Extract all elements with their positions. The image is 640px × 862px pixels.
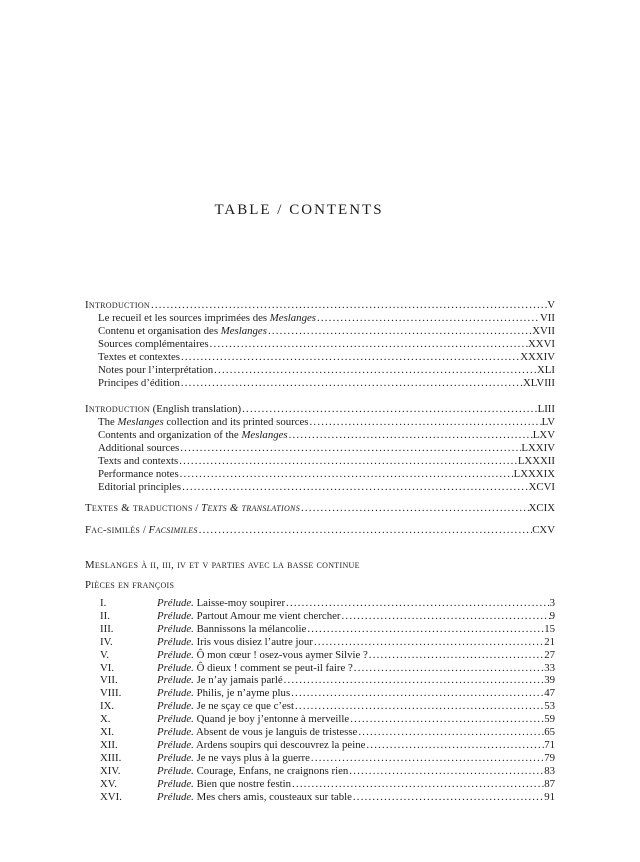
dot-leader <box>180 377 523 390</box>
dot-leader <box>213 364 537 377</box>
entry-label: Meslanges à ii, iii, iv et v parties avec la basse continue <box>85 559 360 571</box>
page-number: LXXIV <box>521 442 555 454</box>
toc-entry <box>85 524 555 537</box>
entry-label: Texts and contexts <box>98 455 179 467</box>
toc-entry <box>85 468 555 481</box>
dot-leader <box>291 778 544 791</box>
piece-number: III. <box>100 622 114 635</box>
page-number: 39 <box>544 674 555 687</box>
toc-entry <box>85 481 555 494</box>
page-number: 59 <box>544 713 555 726</box>
toc-entry <box>85 312 555 325</box>
entry-label: Prélude. Je ne sçay ce que c’est <box>157 700 295 713</box>
toc-piece-row <box>85 636 555 649</box>
dot-leader <box>310 752 544 765</box>
entry-label: The Meslanges collection and its printed sources <box>98 416 309 428</box>
toc-entry <box>85 403 555 416</box>
dot-leader <box>316 312 540 325</box>
toc-entry <box>85 455 555 468</box>
page-number: 91 <box>544 790 555 803</box>
page-number: 47 <box>544 687 555 700</box>
dot-leader <box>241 403 537 416</box>
toc-piece-row <box>85 713 555 726</box>
dot-leader <box>294 700 544 713</box>
page-number: LIII <box>537 403 555 415</box>
dot-leader <box>283 674 545 687</box>
page-number: 15 <box>544 622 555 635</box>
toc-section <box>85 597 555 804</box>
toc-entry <box>85 502 555 515</box>
dot-leader <box>179 442 521 455</box>
toc-entry <box>85 429 555 442</box>
entry-label: Prélude. Quand je boy j’entonne à merveille <box>157 713 350 726</box>
piece-number: XIII. <box>100 751 122 764</box>
entry-label: Performance notes <box>98 468 179 480</box>
piece-number: X. <box>100 713 111 726</box>
entry-label: Prélude. Bien que nostre festin <box>157 777 292 790</box>
page-number: 21 <box>544 635 555 648</box>
page-number: 87 <box>544 777 555 790</box>
toc-heading <box>85 579 555 592</box>
toc-piece-row <box>85 778 555 791</box>
page-number: LXV <box>532 429 555 441</box>
toc-piece-row <box>85 700 555 713</box>
piece-number: I. <box>100 597 107 609</box>
page-number: XCVI <box>528 481 555 493</box>
entry-label: Textes et contextes <box>98 351 180 363</box>
piece-number: IX. <box>100 700 115 713</box>
piece-number: V. <box>100 648 110 661</box>
page-number: 33 <box>544 661 555 674</box>
entry-label: Textes & traductions / Texts & translations <box>85 502 300 514</box>
page-number: XVII <box>532 325 555 337</box>
dot-leader <box>178 455 518 468</box>
page-number: XXXIV <box>520 351 555 363</box>
entry-label: Prélude. Mes chers amis, cousteaux sur table <box>157 790 352 803</box>
toc-piece-row <box>85 597 555 610</box>
entry-label: Prélude. Iris vous disiez l’autre jour <box>157 635 313 648</box>
entry-label: Prélude. Laisse-moy soupirer <box>157 597 286 609</box>
page-number: LXXXII <box>517 455 555 467</box>
piece-number: XII. <box>100 738 118 751</box>
toc-piece-row <box>85 791 555 804</box>
dot-leader <box>181 481 529 494</box>
toc-section <box>85 524 555 537</box>
page-number: 9 <box>549 609 555 622</box>
toc-piece-row <box>85 610 555 623</box>
toc-entry <box>85 416 555 429</box>
page-number: CXV <box>532 524 555 536</box>
piece-number: XIV. <box>100 764 121 777</box>
dot-leader <box>341 610 550 623</box>
page-number: XCIX <box>528 502 555 514</box>
entry-label: Prélude. Ô dieux ! comment se peut-il faire ? <box>157 661 353 674</box>
page-number: XXVI <box>528 338 555 350</box>
page-content <box>85 0 555 804</box>
toc-piece-row <box>85 739 555 752</box>
toc-piece-row <box>85 687 555 700</box>
piece-number: XVI. <box>100 790 122 803</box>
dot-leader <box>357 726 544 739</box>
entry-label: Prélude. Je ne vays plus à la guerre <box>157 751 310 764</box>
table-of-contents <box>85 299 555 804</box>
piece-number: VI. <box>100 661 115 674</box>
dot-leader <box>313 636 544 649</box>
toc-heading <box>85 559 555 572</box>
dot-leader <box>348 765 544 778</box>
entry-label: Principes d’édition <box>98 377 180 389</box>
toc-section <box>85 502 555 515</box>
dot-leader <box>180 351 520 364</box>
page-number: 65 <box>544 726 555 739</box>
entry-label: Prélude. Courage, Enfans, ne craignons rien <box>157 764 349 777</box>
dot-leader <box>290 687 544 700</box>
piece-number: XV. <box>100 777 117 790</box>
dot-leader <box>368 649 544 662</box>
entry-label: Pièces en françois <box>85 579 175 591</box>
dot-leader <box>198 524 533 537</box>
entry-label: Additional sources <box>98 442 180 454</box>
toc-section <box>85 403 555 494</box>
page-number: V <box>547 299 555 311</box>
entry-label: Fac-similés / Facsimiles <box>85 524 198 536</box>
entry-label: Contenu et organisation des Meslanges <box>98 325 267 337</box>
page-number: 71 <box>544 738 555 751</box>
entry-label: Editorial principles <box>98 481 182 493</box>
toc-piece-row <box>85 752 555 765</box>
entry-label: Contents and organization of the Meslanges <box>98 429 288 441</box>
dot-leader <box>285 597 550 610</box>
page-number: 27 <box>544 648 555 661</box>
page-number: 79 <box>544 751 555 764</box>
toc-piece-row <box>85 662 555 675</box>
entry-label: Prélude. Philis, je n’ayme plus <box>157 687 291 700</box>
dot-leader <box>179 468 514 481</box>
dot-leader <box>365 739 544 752</box>
toc-entry <box>85 364 555 377</box>
piece-number: VII. <box>100 674 118 687</box>
toc-piece-row <box>85 623 555 636</box>
entry-label: Le recueil et les sources imprimées des Meslanges <box>98 312 316 324</box>
entry-label: Prélude. Partout Amour me vient chercher <box>157 609 341 622</box>
dot-leader <box>352 791 544 804</box>
page-number: LV <box>541 416 555 428</box>
dot-leader <box>150 299 547 312</box>
entry-label: Notes pour l’interprétation <box>98 364 214 376</box>
dot-leader <box>309 416 542 429</box>
entry-label: Prélude. Je n’ay jamais parlé <box>157 674 283 687</box>
entry-label: Prélude. Bannissons la mélancolie <box>157 622 307 635</box>
toc-section <box>85 579 555 592</box>
page-number: XLVIII <box>523 377 555 389</box>
page-title: TABLE / CONTENTS <box>214 202 384 218</box>
toc-section <box>85 559 555 572</box>
piece-number: II. <box>100 609 110 622</box>
entry-label: Prélude. Ardens soupirs qui descouvrez la peine <box>157 738 366 751</box>
page-number: 53 <box>544 700 555 713</box>
piece-number: VIII. <box>100 687 122 700</box>
toc-entry <box>85 442 555 455</box>
toc-entry <box>85 377 555 390</box>
toc-piece-row <box>85 726 555 739</box>
toc-entry <box>85 351 555 364</box>
page-number: 83 <box>544 764 555 777</box>
toc-piece-row <box>85 649 555 662</box>
page-number: LXXXIX <box>513 468 555 480</box>
dot-leader <box>306 623 544 636</box>
dot-leader <box>209 338 528 351</box>
dot-leader <box>349 713 544 726</box>
entry-label: Prélude. Absent de vous je languis de tristesse <box>157 726 358 739</box>
entry-label: Sources complémentaires <box>98 338 209 350</box>
dot-leader <box>288 429 533 442</box>
entry-label: Introduction <box>85 299 150 311</box>
toc-entry <box>85 325 555 338</box>
toc-piece-row <box>85 674 555 687</box>
page-number: 3 <box>549 597 555 609</box>
dot-leader <box>353 662 544 675</box>
piece-number: XI. <box>100 726 115 739</box>
entry-label: Prélude. Ô mon cœur ! osez-vous aymer Silvie ? <box>157 648 368 661</box>
piece-number: IV. <box>100 635 113 648</box>
page-number: VII <box>540 312 555 324</box>
toc-entry <box>85 338 555 351</box>
toc-entry <box>85 299 555 312</box>
toc-piece-row <box>85 765 555 778</box>
toc-section <box>85 299 555 390</box>
page-number: XLI <box>537 364 555 376</box>
dot-leader <box>267 325 532 338</box>
entry-label: Introduction (English translation) <box>85 403 242 415</box>
dot-leader <box>300 502 529 515</box>
